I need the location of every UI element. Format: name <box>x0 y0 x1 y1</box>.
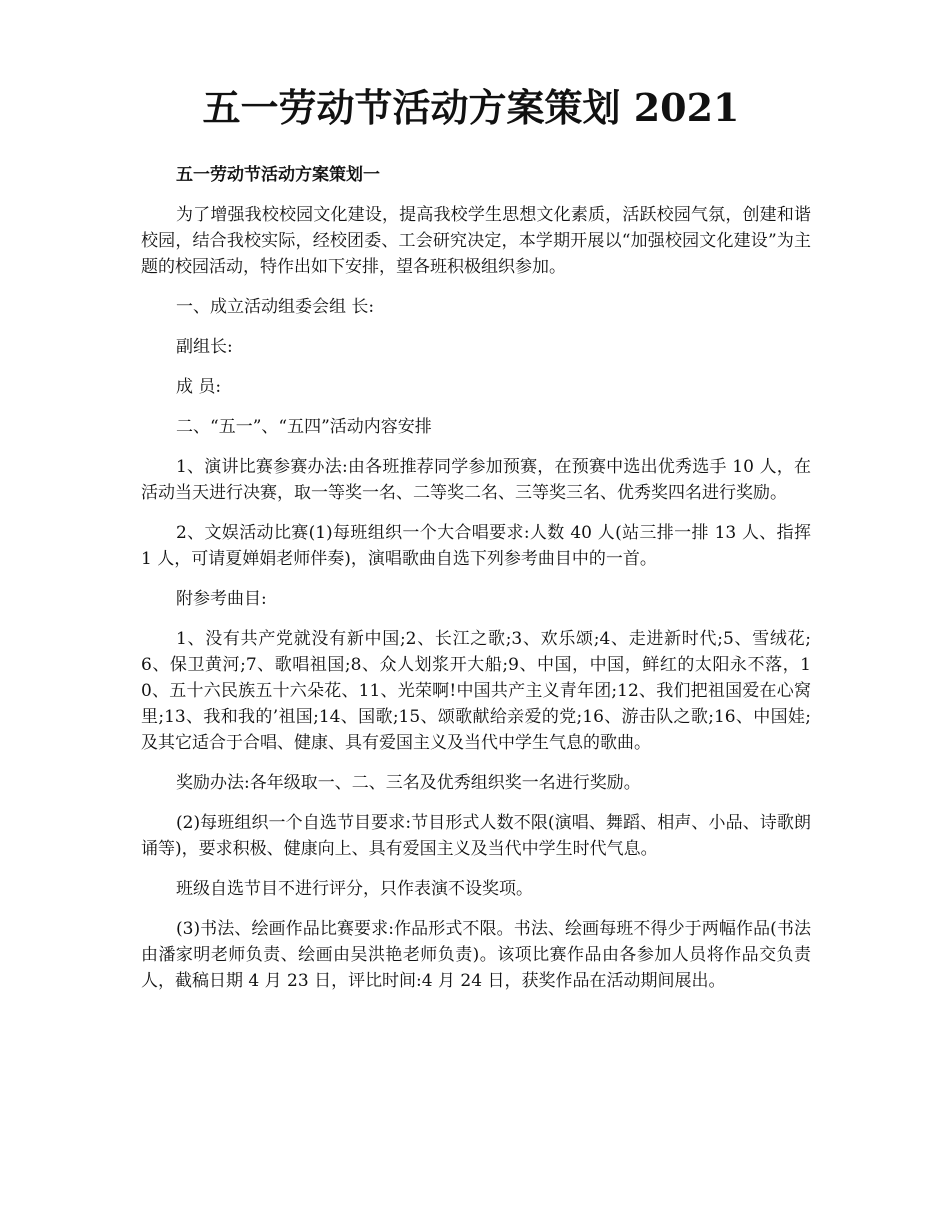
paragraph-members: 成 员: <box>176 377 222 397</box>
paragraph-intro: 为了增强我校校园文化建设，提高我校学生思想文化素质，活跃校园气氛，创建和谐校园，结合我校实际，经校团委、工会研究决定，本学期开展以“加强校园文化建设”为主题的校园活动，特作出如下安排，望各班积极组织参加。 <box>141 205 811 277</box>
document-page <box>141 80 811 1008</box>
paragraph-song-list: 1、没有共产党就没有新中国;2、长江之歌;3、欢乐颂;4、走进新时代;5、雪绒花;6、保卫黄河;7、歌唱祖国;8、众人划浆开大船;9、中国，中国，鲜红的太阳永不落，10、五十六民族五十六朵花、11、光荣啊!中国共产主义青年团;12、我们把祖国爱在心窝里;13、我和我的’祖国;14、国歌;15、颂歌献给亲爱的党;16、游击队之歌;16、中国娃;及其它适合于合唱、健康、具有爱国主义及当代中学生气息的歌曲。 <box>141 629 811 753</box>
paragraph-chorus-contest: 2、文娱活动比赛(1)每班组织一个大合唱要求:人数 40 人(站三排一排 13 人、指挥 1 人，可请夏婵娟老师伴奏)，演唱歌曲自选下列参考曲目中的一首。 <box>141 523 811 569</box>
paragraph-award-method: 奖励办法:各年级取一、二、三名及优秀组织奖一名进行奖励。 <box>176 773 641 793</box>
section-heading: 五一劳动节活动方案策划一 <box>176 165 380 185</box>
paragraph-calligraphy-painting: (3)书法、绘画作品比赛要求:作品形式不限。书法、绘画每班不得少于两幅作品(书法由潘家明老师负责、绘画由吴洪艳老师负责)。该项比赛作品由各参加人员将作品交负责人，截稿日期 4 月 23 日，评比时间:4 月 24 日，获奖作品在活动期间展出。 <box>141 919 811 991</box>
paragraph-no-scoring: 班级自选节目不进行评分，只作表演不设奖项。 <box>176 879 533 899</box>
paragraph-vice-leader: 副组长: <box>176 337 233 357</box>
document-title: 五一劳动节活动方案策划 2021 <box>202 85 740 130</box>
paragraph-activity-arrangement: 二、“五一”、“五四”活动内容安排 <box>176 417 432 437</box>
paragraph-reference-songs-heading: 附参考曲目: <box>176 589 267 609</box>
paragraph-committee-leader: 一、成立活动组委会组 长: <box>176 297 375 317</box>
paragraph-self-selected-program: (2)每班组织一个自选节目要求:节目形式人数不限(演唱、舞蹈、相声、小品、诗歌朗诵等)，要求积极、健康向上、具有爱国主义及当代中学生时代气息。 <box>141 813 811 859</box>
paragraph-speech-contest: 1、演讲比赛参赛办法:由各班推荐同学参加预赛，在预赛中选出优秀选手 10 人，在活动当天进行决赛，取一等奖一名、二等奖二名、三等奖三名、优秀奖四名进行奖励。 <box>141 457 811 503</box>
